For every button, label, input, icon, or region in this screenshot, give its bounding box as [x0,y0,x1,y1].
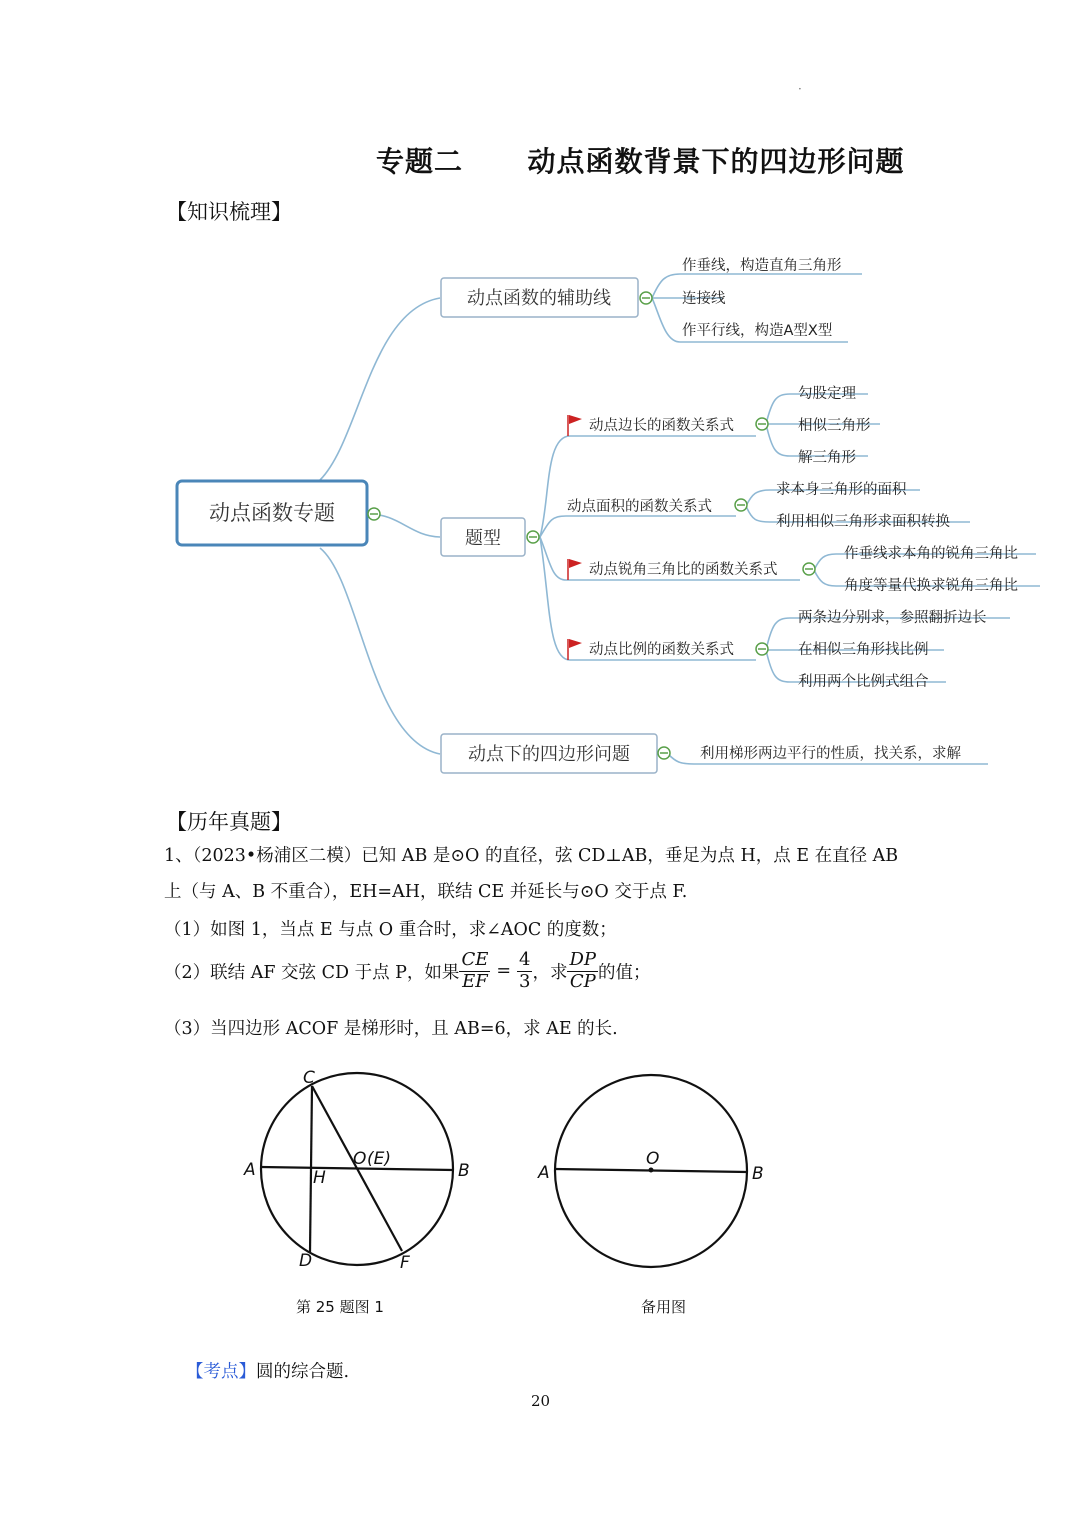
mindmap-sub-label: 动点锐角三角比的函数关系式 [589,562,778,578]
label-a: A [538,1163,550,1183]
section-past-exams-heading: 【历年真题】 [166,810,292,834]
mindmap-connector [320,548,440,754]
label-b: B [752,1164,764,1184]
header-mark: · [798,82,802,96]
figure-2 [530,1062,780,1282]
label-b: B [458,1161,470,1181]
equals-sign: = [496,961,512,982]
mindmap-sub-label: 动点面积的函数关系式 [567,499,712,515]
fraction-numerator: 4 [519,949,531,970]
mindmap-branch-label: 动点下的四边形问题 [468,744,630,765]
mindmap-connector [320,298,440,480]
page-number: 20 [531,1392,551,1410]
question-2 [164,950,651,992]
mindmap-sub-label: 动点比例的函数关系式 [589,642,734,658]
mindmap-leaf: 在相似三角形找比例 [798,642,929,658]
section-knowledge-heading: 【知识梳理】 [166,200,292,224]
figure-1-caption: 第 25 题图 1 [296,1298,384,1316]
mindmap-leaf: 作垂线，构造直角三角形 [682,258,842,274]
fraction-4-3 [517,950,532,992]
mindmap-leaf: 利用相似三角形求面积转换 [776,514,950,530]
mindmap-leaf: 解三角形 [798,450,856,466]
mindmap-leaf: 勾股定理 [798,386,856,402]
figure-1 [236,1062,486,1282]
fraction-numerator: CE [461,949,489,970]
label-e: (E) [367,1149,392,1169]
kaodian-tag: 【考点】 [186,1362,256,1382]
chord-cd [310,1086,312,1252]
fraction-dp-cp [567,950,598,992]
question-3: （3）当四边形 ACOF 是梯形时，且 AB=6，求 AE 的长. [164,1019,618,1039]
question-2-suffix: 的值； [598,962,651,983]
mindmap-leaf: 连接线 [682,291,726,307]
label-o: O [646,1149,660,1169]
label-f: F [400,1253,410,1273]
fraction-denominator: EF [462,970,488,992]
mindmap-leaf: 作垂线求本角的锐角三角比 [844,546,1018,562]
fraction-numerator: DP [569,949,597,970]
fraction-denominator: CP [569,970,596,992]
mindmap-leaf: 两条边分别求，参照翻折边长 [798,610,987,626]
mindmap-sub-label: 动点边长的函数关系式 [589,418,734,434]
label-o: O [353,1149,367,1169]
mindmap-leaf: 利用梯形两边平行的性质，找关系，求解 [700,746,961,762]
mindmap-branch-label: 题型 [465,528,501,549]
mindmap-leaf: 求本身三角形的面积 [776,482,907,498]
label-c: C [303,1068,315,1088]
question-2-mid: ，求 [532,962,568,983]
fraction-ce-ef [459,950,490,992]
mindmap-leaf: 作平行线，构造A型X型 [682,323,833,339]
mindmap [0,240,1080,800]
label-d: D [299,1251,313,1271]
mindmap-leaf: 角度等量代换求锐角三角比 [844,578,1018,594]
mindmap-branch-label: 动点函数的辅助线 [467,288,611,309]
mindmap-leaf: 相似三角形 [798,418,871,434]
fraction-denominator: 3 [519,970,531,992]
kaodian [186,1358,349,1383]
question-1: （1）如图 1，当点 E 与点 O 重合时，求∠AOC 的度数； [164,920,617,940]
label-a: A [244,1160,256,1180]
kaodian-text: 圆的综合题. [256,1362,350,1382]
page-title: 专题二 动点函数背景下的四边形问题 [376,145,905,178]
problem-line-2: 上（与 A、B 不重合），EH=AH，联结 CE 并延长与⊙O 交于点 F. [164,882,688,902]
mindmap-root-label: 动点函数专题 [209,501,335,525]
mindmap-leaf: 利用两个比例式组合 [798,674,929,690]
problem-line-1: 1、（2023•杨浦区二模）已知 AB 是⊙O 的直径，弦 CD⊥AB，垂足为点 H，点 E 在直径 AB [164,846,899,866]
label-h: H [313,1168,326,1188]
figure-2-caption: 备用图 [641,1298,687,1316]
question-2-prefix: （2）联结 AF 交弦 CD 于点 P，如果 [164,962,460,983]
